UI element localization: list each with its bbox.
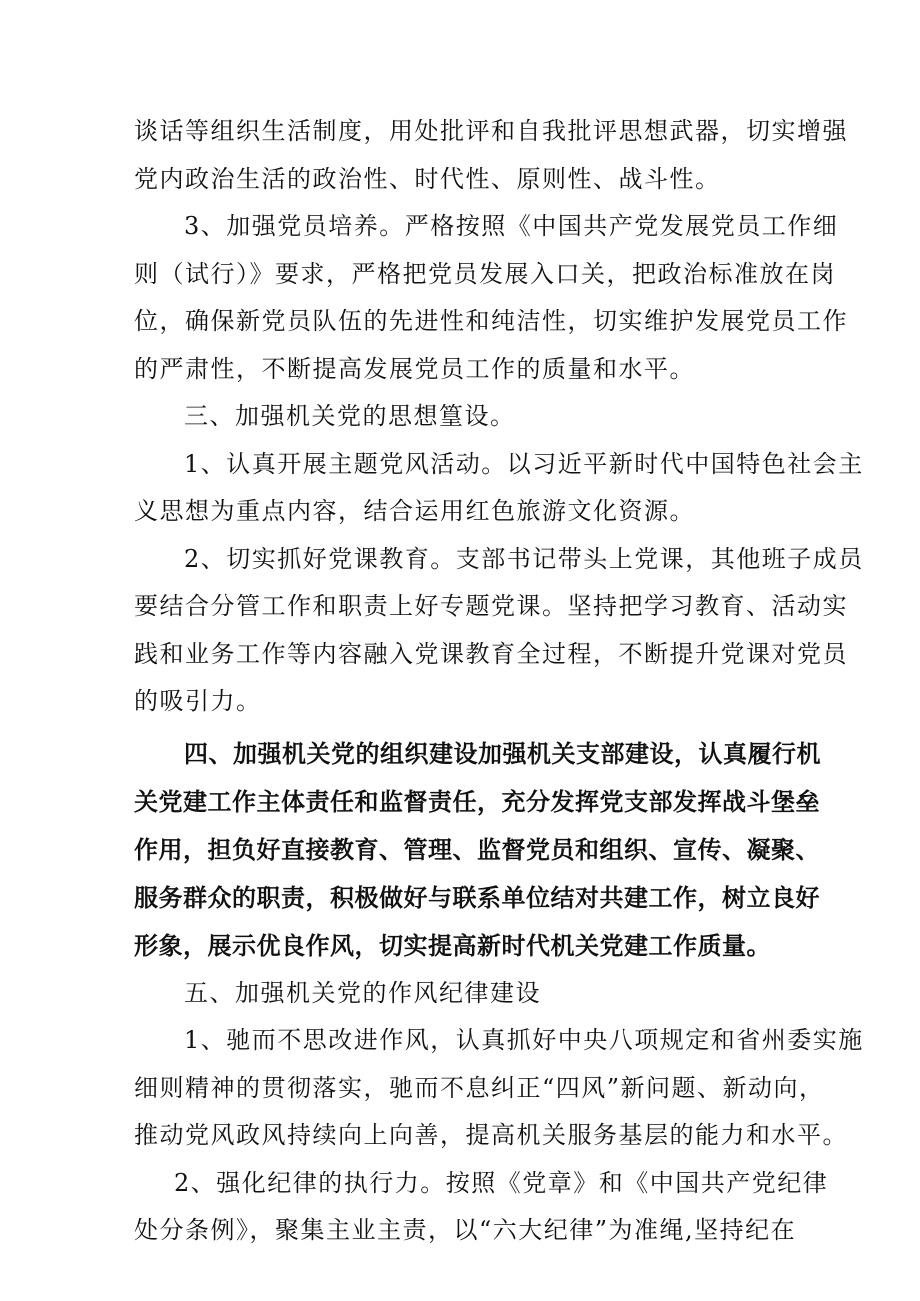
text-line: 1、驰而不思改进作风，认真抓好中央八项规定和省州委实施 bbox=[184, 1026, 864, 1054]
text-line: 细则精神的贯彻落实，驰而不息纠正“四风”新问题、新动向， bbox=[134, 1073, 825, 1102]
bold-line: 形象，展示优良作风，切实提高新时代机关党建工作质量。 bbox=[134, 931, 771, 960]
text-line: 推动党风政风持续向上向善，提高机关服务基层的能力和水平。 bbox=[134, 1121, 848, 1149]
document-body bbox=[134, 108, 864, 1255]
paragraph-theme-activity bbox=[134, 441, 864, 536]
section-heading-3 bbox=[134, 393, 784, 441]
paragraph-party-member-training bbox=[134, 203, 848, 393]
section-heading-5 bbox=[134, 970, 784, 1018]
bold-line: 关党建工作主体责任和监督责任，充分发挥党支部发挥战斗堡垒 bbox=[134, 787, 820, 816]
bold-line: 服务群众的职责，积极做好与联系单位结对共建工作，树立良好 bbox=[134, 883, 820, 912]
text-line: 党内政治生活的政治性、时代性、原则性、战斗性。 bbox=[134, 164, 721, 193]
text-line: 的严肃性，不断提高发展党员工作的质量和水平。 bbox=[134, 354, 695, 383]
heading-line: 三、加强机关党的思想篁设。 bbox=[184, 402, 516, 430]
paragraph-party-lesson bbox=[134, 536, 864, 726]
heading-line: 五、加强机关党的作风纪律建设 bbox=[184, 978, 541, 1007]
text-line: 的吸引力。 bbox=[134, 687, 262, 715]
paragraph-work-style bbox=[134, 1017, 864, 1160]
text-line: 谈话等组织生活制度，用处批评和自我批评思想武器，切实增强 bbox=[134, 117, 848, 145]
text-line: 3、加强党员培养。严格按照《中国共产党发展党员工作细 bbox=[184, 212, 839, 240]
text-line: 1、认真开展主题党风活动。以习近平新时代中国特色社会主 bbox=[184, 449, 864, 478]
text-line: 则（试行）》要求，严格把党员发展入口关，把政治标准放在岗 bbox=[134, 259, 836, 288]
paragraph-discipline bbox=[134, 1160, 829, 1255]
text-line: 处分条例》，聚集主业主责，以“六大纪律”为准绳,坚持纪在 bbox=[134, 1216, 797, 1244]
bold-line: 四、加强机关党的组织建设加强机关支部建设，认真履行机 bbox=[184, 739, 821, 768]
section-heading-4 bbox=[134, 730, 821, 970]
paragraph-continuation bbox=[134, 108, 848, 203]
text-line: 2、强化纪律的执行力。按照《党章》和《中国共产党纪律 bbox=[174, 1168, 829, 1197]
text-line: 2、切实抓好党课教育。支部书记带头上党课，其他班子成员 bbox=[184, 544, 864, 573]
text-line: 义思想为重点内容，结合运用红色旅游文化资源。 bbox=[134, 497, 695, 525]
text-line: 践和业务工作等内容融入党课教育全过程，不断提升党课对党员 bbox=[134, 639, 848, 668]
text-line: 要结合分管工作和职责上好专题党课。坚持把学习教育、活动实 bbox=[134, 592, 848, 620]
text-line: 位，确保新党员队伍的先进性和纯洁性，切实维护发展党员工作 bbox=[134, 307, 848, 335]
bold-line: 作用，担负好直接教育、管理、监督党员和组织、宣传、凝聚、 bbox=[134, 835, 820, 864]
